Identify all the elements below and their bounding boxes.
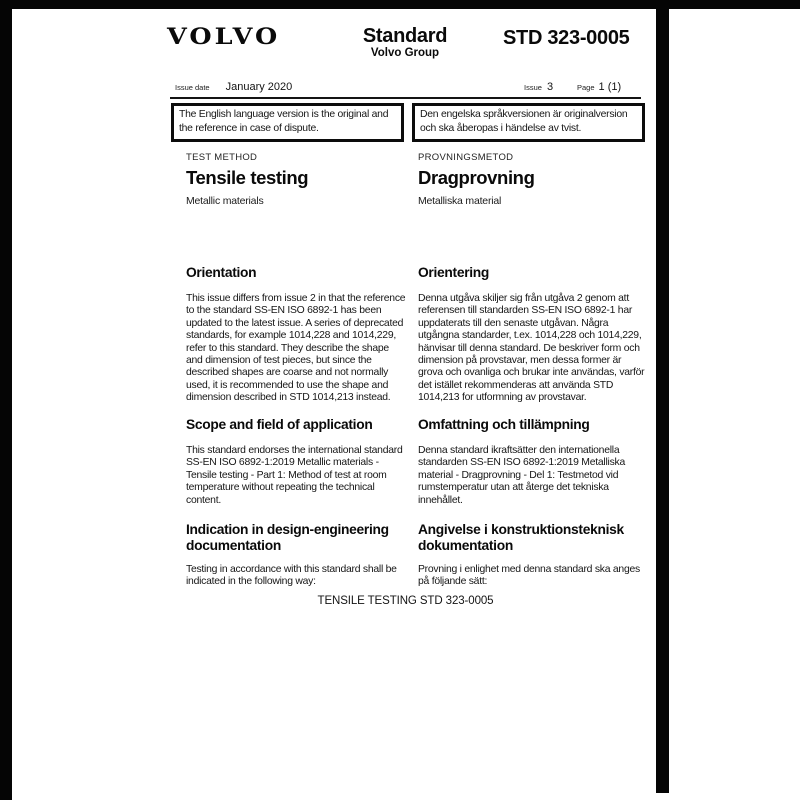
- issue-value: 3: [546, 81, 554, 93]
- header-center: [325, 26, 485, 60]
- heading-angivelse: Angivelse i konstruktionsteknisk dokumentation: [418, 522, 624, 553]
- heading-omfattning: Omfattning och tillämpning: [418, 417, 590, 432]
- title-tensile-testing: Tensile testing: [186, 167, 309, 188]
- kicker-test-method: TEST METHOD: [186, 152, 258, 163]
- scan-border-top: [0, 0, 800, 9]
- issue-date: [175, 77, 292, 95]
- test-designation-line: TENSILE TESTING STD 323-0005: [317, 595, 494, 607]
- body-orientation: This issue differs from issue 2 in that the reference to the standard SS-EN ISO 6892-1 has been updated to the latest issue. A series of deprecated standards, for example 1014,228 and 1014,229, refer to this standard. They describe the shape and dimension of test pieces, but since the described shapes are coarse and not normally used, it is recommended to use the shape and dimension described in STD 1014,213 instead.: [186, 293, 406, 404]
- scan-border-right: [656, 0, 669, 793]
- body-omfattning: Denna standard ikraftsätter den internationella standarden SS-EN ISO 6892-1:2019 Metalliska material - Dragprovning - Del 1: Testmetod vid rumstemperatur utan att återge det tekniska innehållet.: [418, 445, 625, 506]
- language-notice-swedish: Den engelska språkversionen är originalversion och ska åberopas i händelse av tvist.: [412, 103, 645, 142]
- subtitle-metallic-materials: Metallic materials: [186, 195, 264, 207]
- heading-orientering: Orientering: [418, 265, 490, 280]
- heading-scope: Scope and field of application: [186, 417, 373, 432]
- body-angivelse: Provning i enlighet med denna standard ska anges på följande sätt:: [418, 564, 640, 588]
- issue-date-label: Issue date: [175, 83, 210, 92]
- org-name: Volvo Group: [370, 47, 440, 59]
- page-label: Page: [577, 83, 595, 92]
- body-scope: This standard endorses the international standard SS-EN ISO 6892-1:2019 Metallic materials - Tensile testing - Part 1: Method of test at room temperature without repeating the technical content.: [186, 445, 403, 506]
- issue-label: Issue: [524, 83, 542, 92]
- page-value: 1 (1): [598, 81, 622, 93]
- scan-border-left: [0, 0, 12, 800]
- issue-date-value: January 2020: [225, 81, 293, 93]
- kicker-provningsmetod: PROVNINGSMETOD: [418, 152, 514, 163]
- subtitle-metalliska-material: Metalliska material: [418, 195, 502, 207]
- volvo-logo: VOLVO: [167, 24, 281, 50]
- heading-indication: Indication in design-engineering documentation: [186, 522, 389, 553]
- language-notice-english: The English language version is the original and the reference in case of dispute.: [171, 103, 404, 142]
- page-number: [577, 77, 621, 95]
- title-dragprovning: Dragprovning: [418, 167, 535, 188]
- doc-number: STD 323-0005: [503, 27, 630, 49]
- body-indication: Testing in accordance with this standard shall be indicated in the following way:: [186, 564, 397, 588]
- issue-number: [524, 77, 553, 95]
- meta-row: [170, 80, 641, 99]
- heading-orientation: Orientation: [186, 265, 257, 280]
- doc-type-title: Standard: [362, 25, 448, 47]
- body-orientering: Denna utgåva skiljer sig från utgåva 2 genom att referensen till standarden SS-EN ISO 6892-1 har uppdaterats till den senaste utgåvan. Några utgångna standarder, t.ex. 1014,228 och 1014,229, hänvisar till denna standard. De beskriver form och dimension på provstavar, men dessa former är grova och ovanliga och brukar inte användas, varför det istället rekommenderas att använda STD 1014,213 for utformning av provstavar.: [418, 293, 645, 404]
